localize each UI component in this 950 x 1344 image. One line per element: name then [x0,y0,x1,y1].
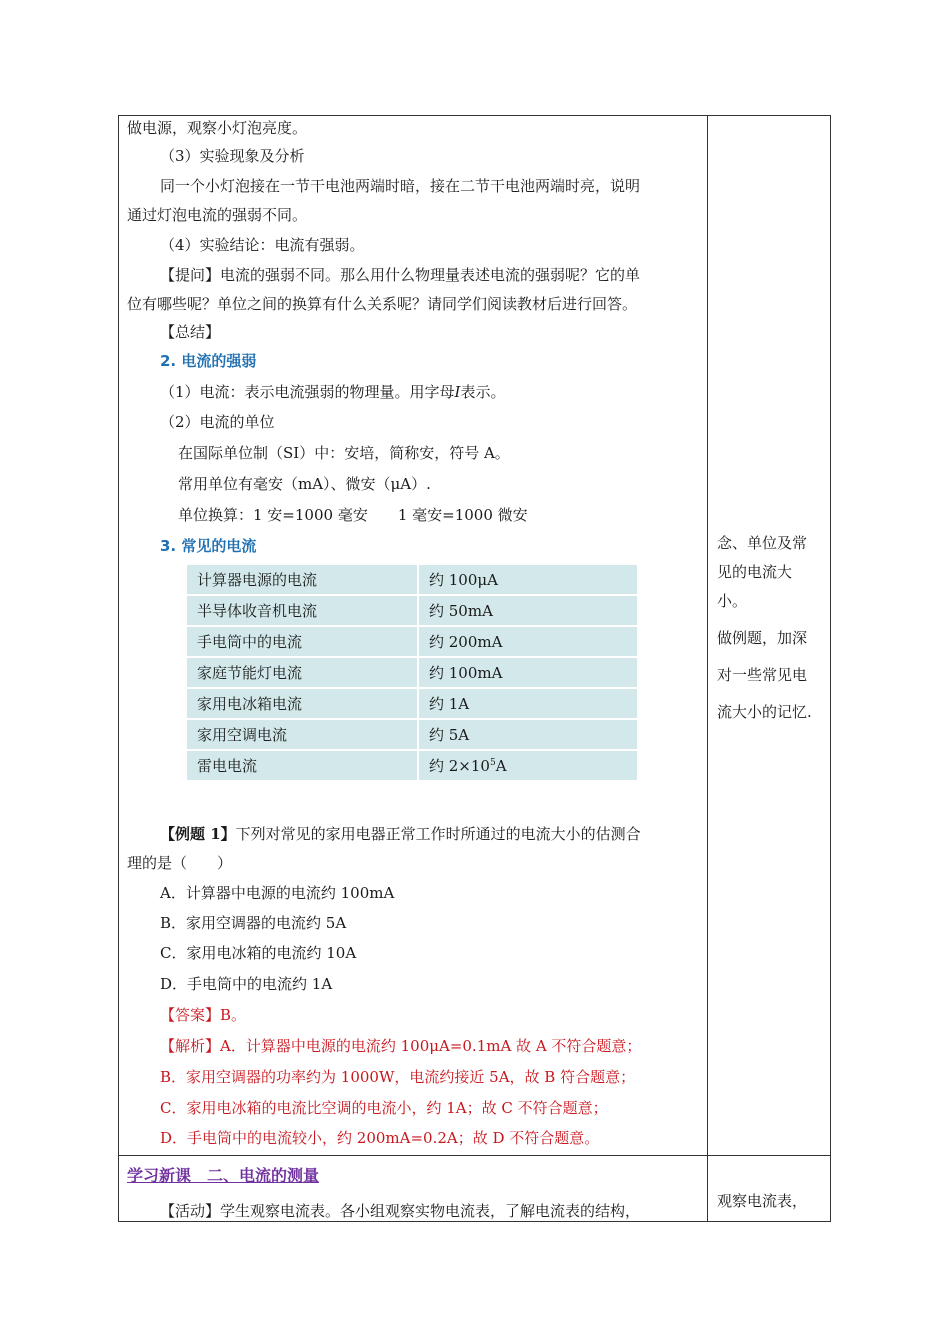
option-d: D．手电筒中的电流约 1A [160,975,333,993]
explanation-line: D．手电筒中的电流较小，约 200mA=0.2A；故 D 不符合题意。 [160,1129,600,1147]
table-cell-value [419,751,639,780]
text-line: 在国际单位制（SI）中：安培，简称安，符号 A。 [178,444,510,462]
explanation-line: C．家用电冰箱的电流比空调的电流小，约 1A；故 C 不符合题意； [160,1099,608,1117]
example-label: 【例题 1】 [160,825,236,843]
option-c: C．家用电冰箱的电流约 10A [160,944,357,962]
table-row [187,596,639,625]
table-row [187,689,639,718]
section-heading: 3. 常见的电流 [160,537,257,555]
text-line: （3）实验现象及分析 [160,147,305,165]
table-cell-label: 家庭节能灯电流 [187,658,419,687]
note-line: 小。 [717,592,748,610]
answer-line: 【答案】B。 [160,1006,247,1024]
text-line: 位有哪些呢？单位之间的换算有什么关系呢？请同学们阅读教材后进行回答。 [127,295,638,313]
value-part: 约 2×10 [429,757,490,775]
table-cell-value: 约 100μA [419,565,639,594]
row-divider [118,1155,831,1156]
column-divider [707,115,708,1222]
text-line: 同一个小灯泡接在一节干电池两端时暗，接在二节干电池两端时亮，说明 [160,177,641,195]
text-line: 做电源，观察小灯泡亮度。 [127,119,308,137]
text-line: （2）电流的单位 [160,413,275,431]
section-heading: 2. 电流的强弱 [160,352,257,370]
text-line [160,824,641,844]
table-cell-label: 半导体收音机电流 [187,596,419,625]
text-line: 通过灯泡电流的强弱不同。 [127,206,308,224]
text-line: （4）实验结论：电流有强弱。 [160,236,365,254]
explanation-line: B．家用空调器的功率约为 1000W，电流约接近 5A，故 B 符合题意； [160,1068,636,1086]
table-row [187,565,639,594]
italic-symbol: I [454,383,461,401]
table-cell-label: 家用空调电流 [187,720,419,749]
note-line: 见的电流大 [717,563,793,581]
text-line: 【总结】 [160,323,221,341]
explanation-line: 【解析】A．计算器中电源的电流约 100μA=0.1mA 故 A 不符合题意； [160,1037,642,1055]
note-line: 做例题，加深 [717,629,808,647]
table-row [187,751,639,780]
table-cell-value: 约 100mA [419,658,639,687]
option-a: A．计算器中电源的电流约 100mA [160,884,395,902]
table-row [187,658,639,687]
note-line: 观察电流表， [717,1192,808,1210]
table-cell-value: 约 5A [419,720,639,749]
text-line: 【活动】学生观察电流表。各小组观察实物电流表，了解电流表的结构， [160,1202,641,1220]
common-currents-table [187,563,639,782]
table-cell-label: 手电筒中的电流 [187,627,419,656]
table-row [187,627,639,656]
text-line: 常用单位有毫安（mA）、微安（μA）. [178,475,431,493]
table-cell-label: 家用电冰箱电流 [187,689,419,718]
table-cell-value: 约 50mA [419,596,639,625]
option-b: B．家用空调器的电流约 5A [160,914,347,932]
text-part: （1）电流：表示电流强弱的物理量。用字母 [160,383,455,401]
value-part: A [495,757,507,775]
table-cell-value: 约 1A [419,689,639,718]
text-line: 理的是（ ） [127,854,233,872]
table-row [187,720,639,749]
text-line [160,382,506,402]
section-title: 学习新课 二、电流的测量 [127,1166,320,1185]
text-line: 单位换算：1 安=1000 毫安 1 毫安=1000 微安 [178,506,528,524]
text-line: 【提问】电流的强弱不同。那么用什么物理量表述电流的强弱呢？它的单 [160,266,641,284]
table-cell-value: 约 200mA [419,627,639,656]
text-part: 表示。 [460,383,506,401]
superscript: 5 [489,758,496,768]
note-line: 对一些常见电 [717,666,808,684]
note-line: 流大小的记忆. [717,703,812,721]
table-cell-label: 计算器电源的电流 [187,565,419,594]
table-cell-label: 雷电电流 [187,751,419,780]
example-text: 下列对常见的家用电器正常工作时所通过的电流大小的估测合 [235,825,641,843]
note-line: 念、单位及常 [717,534,808,552]
